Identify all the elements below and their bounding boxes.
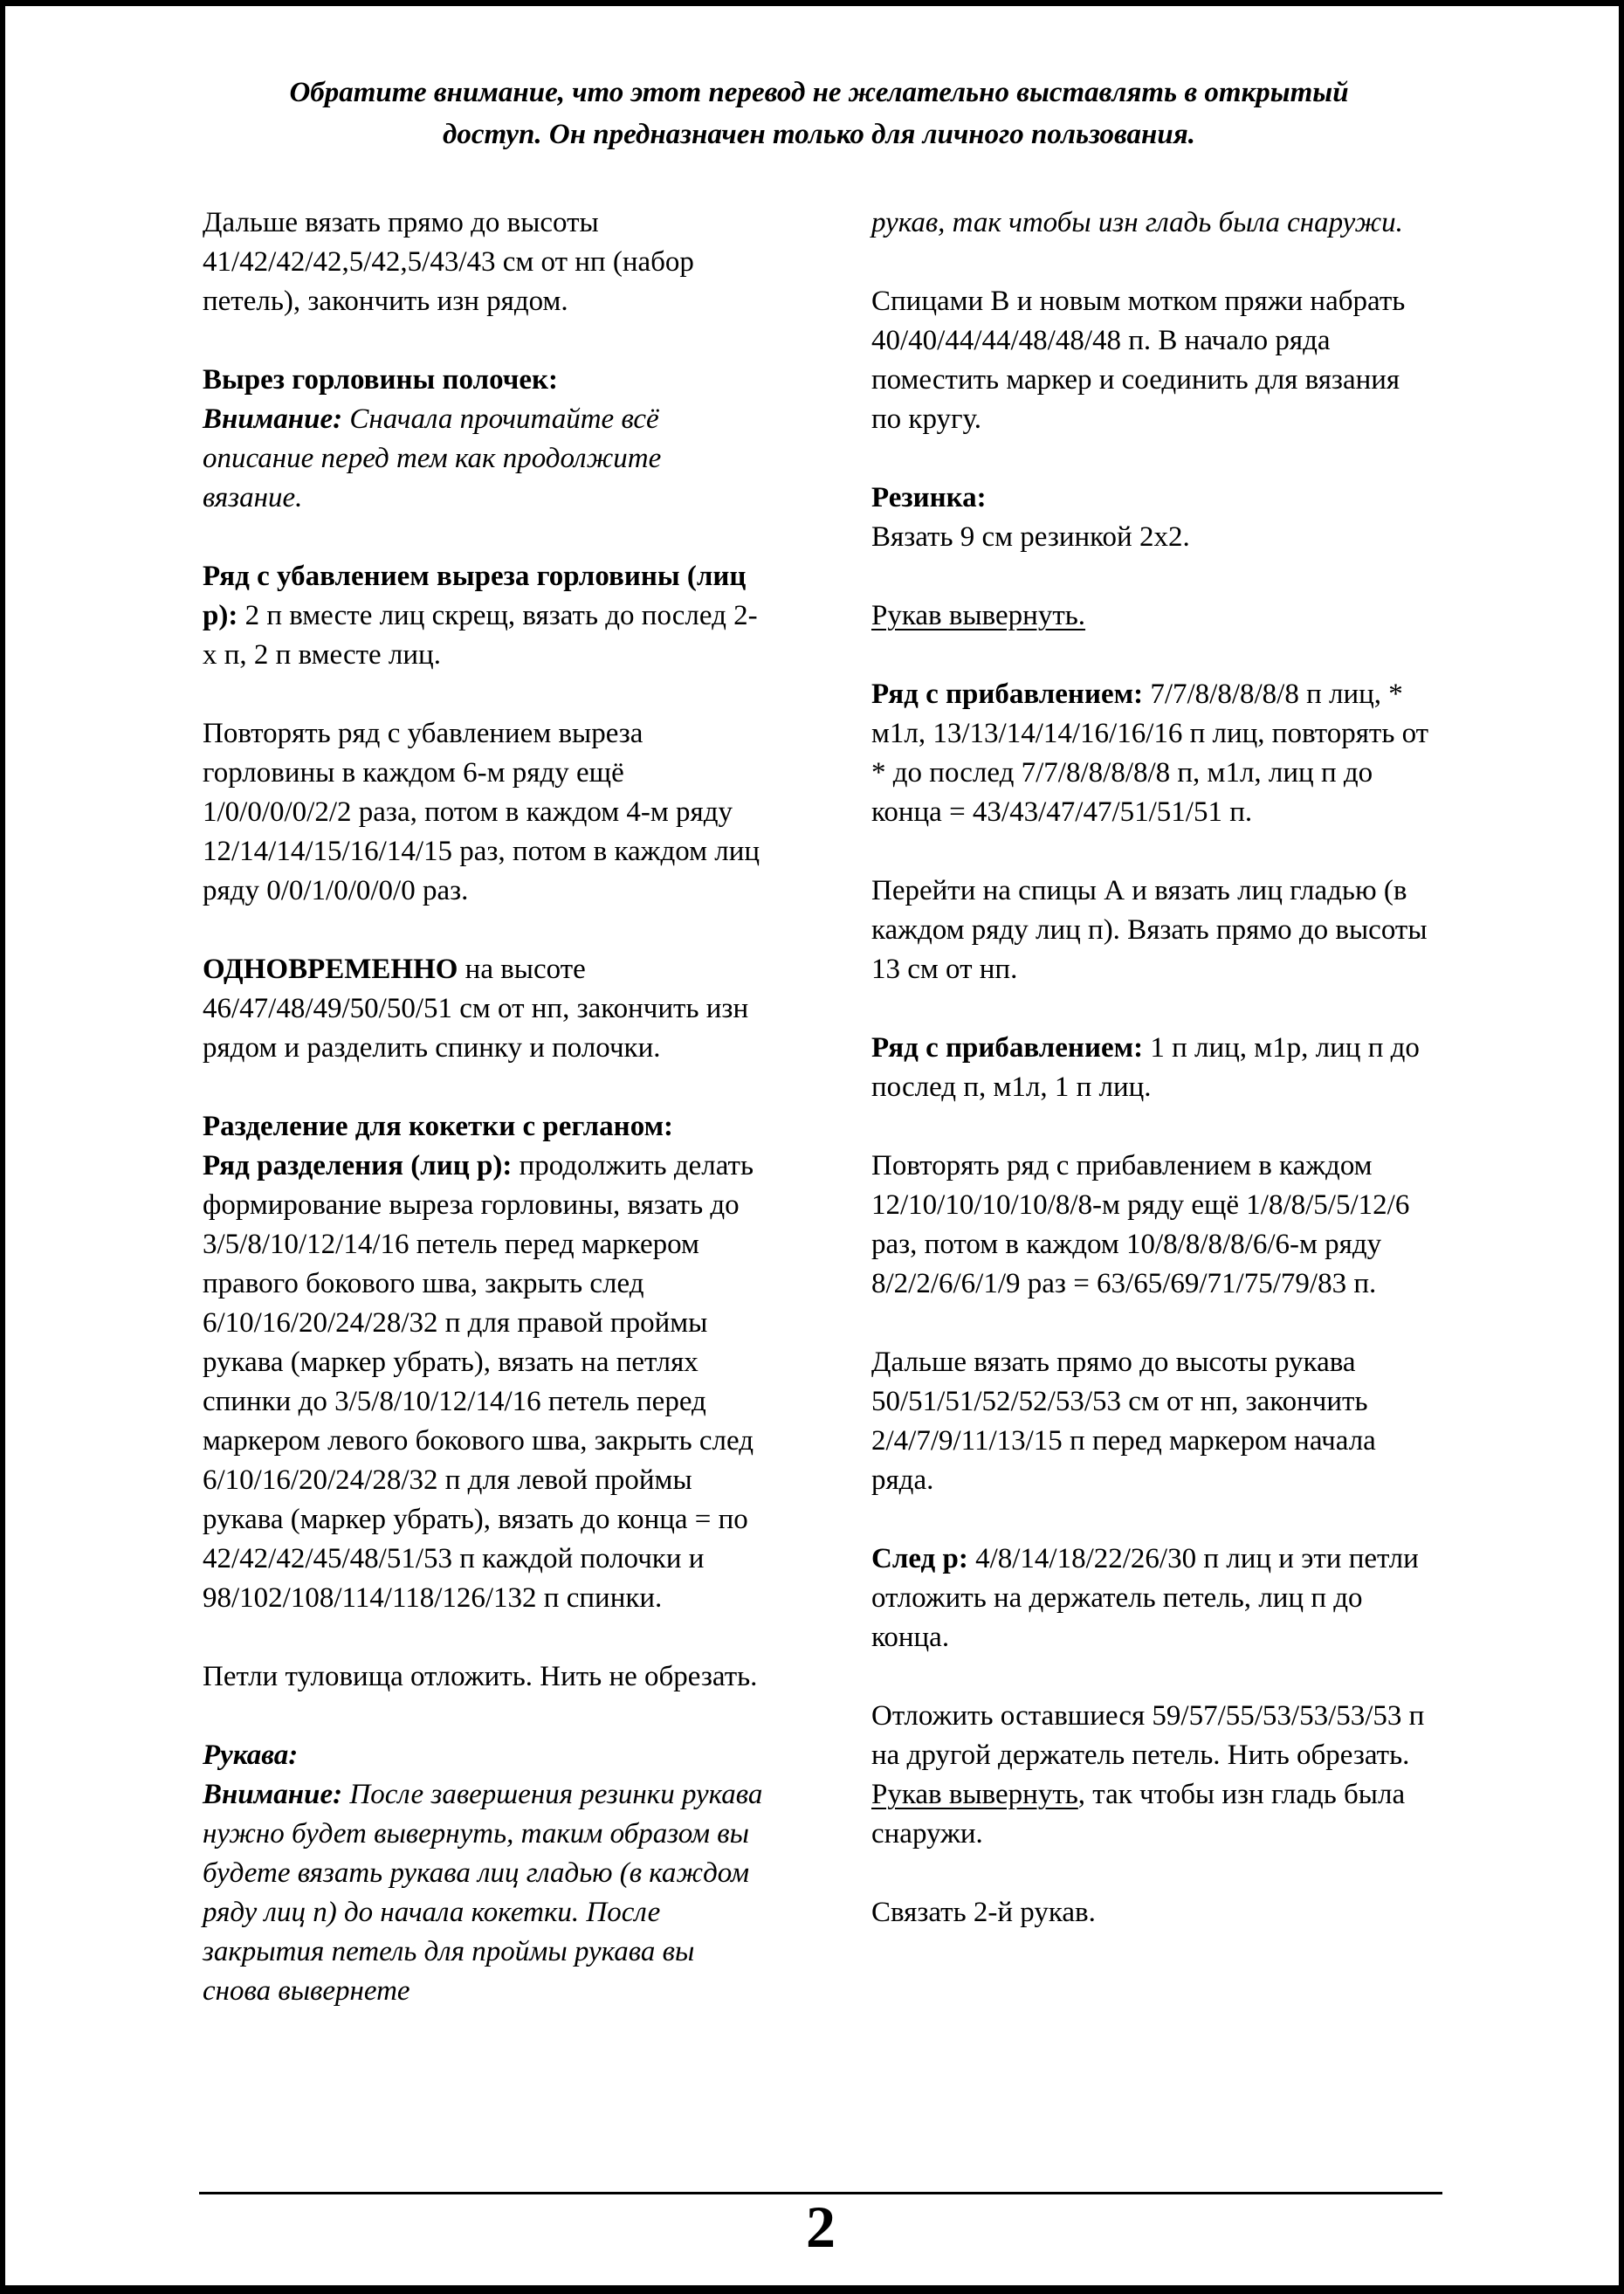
attention-text: После завершения резинки рукава нужно будет вывернуть, таким образом вы будете вязать рукава лиц гладью (в каждом ряду лиц п) до начала кокетки. После закрытия петель для проймы рукава вы снова вывернете	[203, 1779, 763, 2007]
increase-row-label: Ряд с прибавлением:	[871, 679, 1144, 710]
ribbing-heading: Резинка:	[871, 482, 987, 513]
para-knit-straight-body	[203, 203, 767, 321]
increase-row-text: 1 п лиц, м1р, лиц п до послед п, м1л, 1 п лиц.	[871, 1032, 1420, 1103]
page-number: 2	[806, 2194, 836, 2260]
right-column	[871, 203, 1435, 1972]
division-text: продолжить делать формирование выреза горловины, вязать до 3/5/8/10/12/14/16 петель перед маркером правого бокового шва, закрыть след 6/10/16/20/24/28/32 п для правой проймы рукава (маркер убрать), вязать на петлях спинки до 3/5/8/10/12/14/16 петель перед маркером левого бокового шва, закрыть след 6/10/16/20/24/28/32 п для левой проймы рукава (маркер убрать), вязать до конца = по 42/42/42/45/48/51/53 п каждой полочки и 98/102/108/114/118/126/132 п спинки.	[203, 1150, 754, 1614]
turn-sleeve-text: Рукав вывернуть.	[871, 600, 1086, 631]
division-row-label: Ряд разделения (лиц р):	[203, 1150, 513, 1181]
para-ribbing-block	[871, 479, 1435, 557]
attention-text: Сначала прочитайте всё описание перед тем как продолжите вязание.	[203, 403, 662, 513]
para-sleeves-block	[203, 1736, 767, 2011]
para-hold-remaining	[871, 1697, 1435, 1854]
page-footer	[199, 2192, 1442, 2260]
left-column	[203, 203, 767, 2050]
decrease-row-label: Ряд с убавлением выреза горловины (лиц р):	[203, 561, 747, 631]
para-knit-straight-sleeve	[871, 1343, 1435, 1500]
para-repeat-increase	[871, 1147, 1435, 1304]
attention-label: Внимание:	[203, 403, 343, 435]
decrease-row-text: 2 п вместе лиц скрещ, вязать до послед 2-х п, 2 п вместе лиц.	[203, 600, 758, 671]
translation-notice: Обратите внимание, что этот перевод не желательно выставлять в открытый доступ. Он предназначен только для личного пользования.	[289, 77, 1349, 150]
para-simultaneously	[203, 950, 767, 1068]
page-content	[5, 6, 1619, 2050]
increase-row-text: 7/7/8/8/8/8/8 п лиц, * м1л, 13/13/14/14/16/16/16 п лиц, повторять от * до послед 7/7/8/8/8/8/8 п, м1л, лиц п до конца = 43/43/47/47/51/51/51 п.	[871, 679, 1429, 828]
para-increase-row-2	[871, 1029, 1435, 1107]
para-text: Повторять ряд с прибавлением в каждом 12/10/10/10/10/8/8-м ряду ещё 1/8/8/5/5/12/6 раз, потом в каждом 10/8/8/8/8/6/6-м ряду 8/2/2/6/6/1/9 раз = 63/65/69/71/75/79/83 п.	[871, 1150, 1410, 1299]
para-sleeve-note-continued	[871, 203, 1435, 243]
increase-row-label: Ряд с прибавлением:	[871, 1032, 1144, 1064]
para-text: рукав, так чтобы изн гладь была снаружи.	[871, 207, 1403, 238]
para-text: Повторять ряд с убавлением выреза горловины в каждом 6-м ряду ещё 1/0/0/0/0/2/2 раза, потом в каждом 4-м ряду 12/14/14/15/16/14/15 раз, потом в каждом лиц ряду 0/0/1/0/0/0/0 раз.	[203, 718, 760, 906]
para-neckline-block	[203, 361, 767, 518]
sleeves-heading: Рукава:	[203, 1739, 299, 1771]
para-text: Петли туловища отложить. Нить не обрезать.	[203, 1661, 758, 1692]
para-next-row	[871, 1540, 1435, 1657]
para-increase-row-1	[871, 675, 1435, 832]
ribbing-text: Вязать 9 см резинкой 2х2.	[871, 521, 1190, 553]
hold-remaining-before: Отложить оставшиеся 59/57/55/53/53/53/53 п на другой держатель петель. Нить обрезать.	[871, 1700, 1425, 1771]
para-cast-on	[871, 282, 1435, 439]
para-hold-body-stitches	[203, 1657, 767, 1697]
para-text: Дальше вязать прямо до высоты рукава 50/51/51/52/52/53/53 см от нп, закончить 2/4/7/9/11/13/15 п перед маркером начала ряда.	[871, 1347, 1376, 1496]
para-text: Перейти на спицы А и вязать лиц гладью (в каждом ряду лиц п). Вязать прямо до высоты 13 см от нп.	[871, 875, 1428, 985]
two-column-layout	[203, 203, 1435, 2050]
para-text: Дальше вязать прямо до высоты 41/42/42/42,5/42,5/43/43 см от нп (набор петель), закончить изн рядом.	[203, 207, 694, 317]
simultaneously-label: ОДНОВРЕМЕННО	[203, 954, 458, 985]
next-row-label: След р:	[871, 1543, 968, 1574]
simultaneously-text: на высоте 46/47/48/49/50/50/51 см от нп, закончить изн рядом и разделить спинку и полочки.	[203, 954, 749, 1064]
para-text: Связать 2-й рукав.	[871, 1897, 1096, 1928]
division-heading: Разделение для кокетки с регланом:	[203, 1111, 674, 1142]
hold-remaining-underlined: Рукав вывернуть	[871, 1779, 1078, 1810]
next-row-text: 4/8/14/18/22/26/30 п лиц и эти петли отложить на держатель петель, лиц п до конца.	[871, 1543, 1419, 1653]
attention-label: Внимание:	[203, 1779, 343, 1810]
para-turn-sleeve	[871, 596, 1435, 636]
para-division-yoke	[203, 1107, 767, 1618]
para-switch-needles	[871, 871, 1435, 989]
para-text: Спицами В и новым мотком пряжи набрать 40/40/44/44/48/48/48 п. В начало ряда поместить маркер и соединить для вязания по кругу.	[871, 286, 1406, 435]
hold-remaining-after: , так чтобы изн гладь была снаружи.	[871, 1779, 1406, 1850]
para-repeat-decrease	[203, 714, 767, 911]
neckline-heading: Вырез горловины полочек:	[203, 364, 559, 396]
para-second-sleeve	[871, 1893, 1435, 1932]
para-decrease-row	[203, 557, 767, 675]
